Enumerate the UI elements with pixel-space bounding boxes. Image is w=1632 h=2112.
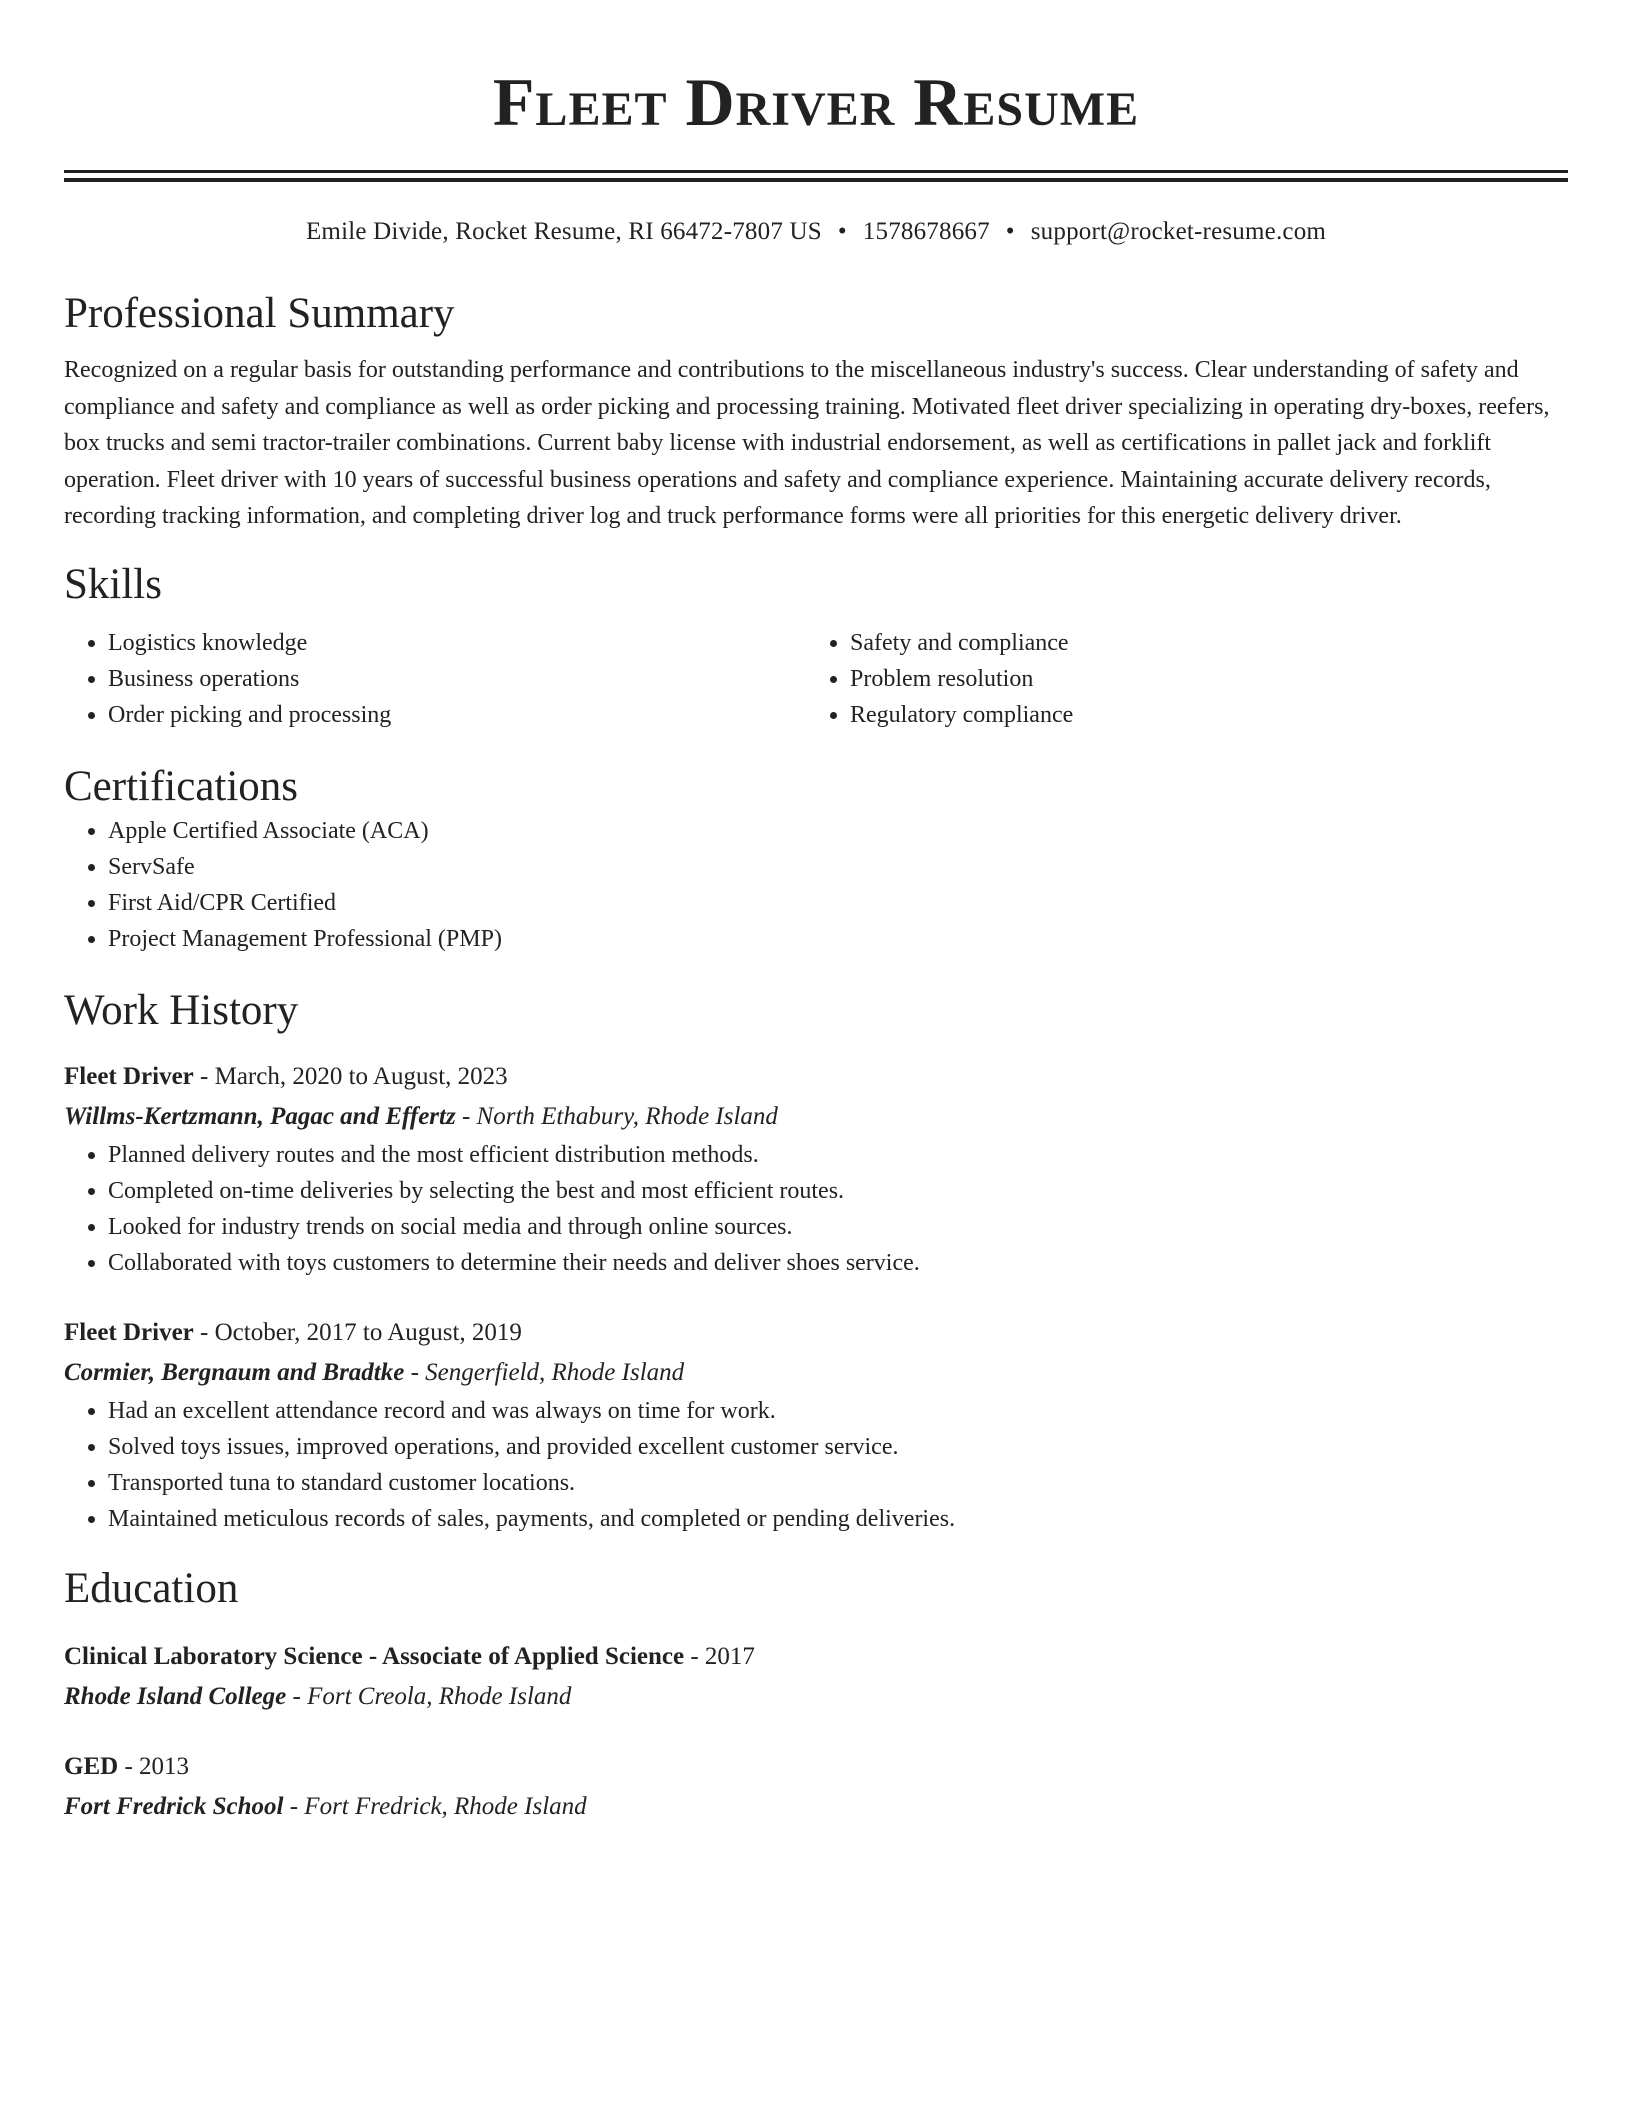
contact-email: support@rocket-resume.com: [1030, 218, 1327, 245]
school-line: [64, 1787, 1568, 1827]
job-dates: - October, 2017 to August, 2019: [193, 1318, 522, 1346]
certifications-heading: Certifications: [64, 762, 299, 810]
job-title-line: [64, 1057, 1568, 1097]
skills-section: [64, 559, 1568, 733]
job-entry: [64, 1057, 1568, 1281]
education-section: [64, 1563, 1568, 1827]
company-location: - North Ethabury, Rhode Island: [455, 1102, 778, 1130]
job-duty-item: • Had an excellent attendance record and was always on time for work.: [108, 1393, 1568, 1429]
company-line: [64, 1353, 1568, 1393]
skill-item: • Logistics knowledge: [108, 625, 806, 661]
contact-address: Emile Divide, Rocket Resume, RI 66472-7807 US: [305, 218, 822, 245]
certification-item: • ServSafe: [108, 849, 1568, 885]
contact-separator: •: [837, 218, 847, 245]
resume-title: Fleet Driver Resume: [492, 64, 1140, 140]
summary-text: Recognized on a regular basis for outstanding performance and contributions to the miscellaneous industry's success. Clear understanding of safety and compliance and safety and compliance as well as order picking and processing training. Motivated fleet driver specializing in operating dry-boxes, reefers, box trucks and semi tractor-trailer combinations. Current baby license with industrial endorsement, as well as certifications in pallet jack and forklift operation. Fleet driver with 10 years of successful business operations and safety and compliance experience. Maintaining accurate delivery records, recording tracking information, and completing driver log and truck performance forms were all priorities for this energetic delivery driver.: [64, 357, 1550, 529]
job-duty-item: • Collaborated with toys customers to determine their needs and deliver shoes service.: [108, 1245, 1568, 1281]
certification-item: • Project Management Professional (PMP): [108, 921, 1568, 957]
certifications-list: [64, 813, 1568, 957]
skills-grid: [64, 625, 1568, 733]
job-title: Fleet Driver: [64, 1062, 194, 1090]
certifications-section: [64, 761, 1568, 957]
degree-line: [64, 1637, 1568, 1677]
school-name: Fort Fredrick School: [64, 1792, 284, 1820]
degree-year: - 2013: [118, 1752, 190, 1780]
education-heading: Education: [64, 1564, 239, 1612]
skills-column-right: [806, 625, 1548, 733]
job-title-line: [64, 1313, 1568, 1353]
job-duty-item: • Maintained meticulous records of sales, payments, and completed or pending deliveries.: [108, 1501, 1568, 1537]
certification-item: • First Aid/CPR Certified: [108, 885, 1568, 921]
skill-item: • Safety and compliance: [850, 625, 1548, 661]
job-duties-list: [64, 1393, 1568, 1537]
school-line: [64, 1677, 1568, 1717]
job-dates: - March, 2020 to August, 2023: [193, 1062, 508, 1090]
skills-heading: Skills: [64, 560, 162, 608]
degree-name: Clinical Laboratory Science - Associate of Applied Science: [64, 1642, 685, 1670]
job-title: Fleet Driver: [64, 1318, 194, 1346]
contact-line: [64, 216, 1568, 248]
skills-list-left: [64, 625, 806, 733]
job-duty-item: • Looked for industry trends on social media and through online sources.: [108, 1209, 1568, 1245]
skills-column-left: [64, 625, 806, 733]
education-entry: [64, 1637, 1568, 1717]
job-duty-item: • Solved toys issues, improved operations, and provided excellent customer service.: [108, 1429, 1568, 1465]
company-name: Cormier, Bergnaum and Bradtke: [64, 1358, 405, 1386]
job-duty-item: • Completed on-time deliveries by selecting the best and most efficient routes.: [108, 1173, 1568, 1209]
education-entry: [64, 1747, 1568, 1827]
degree-name: GED: [64, 1752, 119, 1780]
school-location: - Fort Fredrick, Rhode Island: [283, 1792, 587, 1820]
school-name: Rhode Island College: [64, 1682, 287, 1710]
title-divider: [64, 170, 1568, 182]
company-name: Willms-Kertzmann, Pagac and Effertz: [64, 1102, 456, 1130]
skill-item: • Regulatory compliance: [850, 697, 1548, 733]
certification-item: • Apple Certified Associate (ACA): [108, 813, 1568, 849]
skills-list-right: [806, 625, 1548, 733]
job-duty-item: • Planned delivery routes and the most efficient distribution methods.: [108, 1137, 1568, 1173]
company-location: - Sengerfield, Rhode Island: [404, 1358, 685, 1386]
company-line: [64, 1097, 1568, 1137]
job-duty-item: • Transported tuna to standard customer locations.: [108, 1465, 1568, 1501]
degree-year: - 2017: [684, 1642, 755, 1670]
contact-separator: •: [1005, 218, 1015, 245]
work-history-heading: Work History: [64, 986, 299, 1034]
skill-item: • Order picking and processing: [108, 697, 806, 733]
job-entry: [64, 1313, 1568, 1537]
school-location: - Fort Creola, Rhode Island: [286, 1682, 572, 1710]
summary-section: [64, 288, 1568, 535]
degree-line: [64, 1747, 1568, 1787]
work-history-section: [64, 985, 1568, 1537]
job-duties-list: [64, 1137, 1568, 1281]
summary-heading: Professional Summary: [64, 290, 455, 337]
skill-item: • Business operations: [108, 661, 806, 697]
contact-phone: 1578678667: [862, 218, 990, 245]
skill-item: • Problem resolution: [850, 661, 1548, 697]
